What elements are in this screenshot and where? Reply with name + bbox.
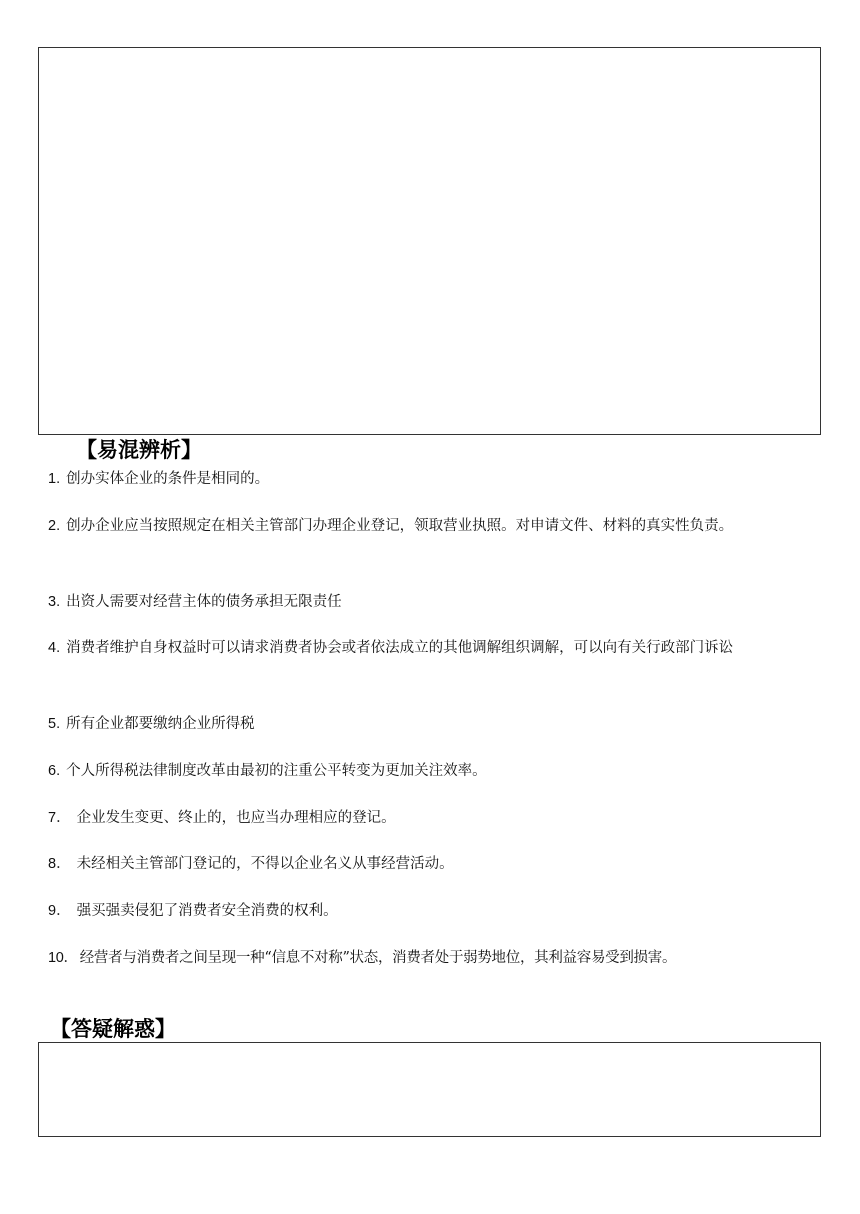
item-number: 6. [48, 763, 61, 779]
answer-box [38, 1042, 821, 1137]
item-number: 7． [48, 810, 71, 826]
item-text: 经营者与消费者之间呈现一种“信息不对称”状态，消费者处于弱势地位，其利益容易受到损害。 [79, 950, 677, 966]
list-item [48, 806, 818, 830]
list-item [48, 852, 818, 876]
item-text: 消费者维护自身权益时可以请求消费者协会或者依法成立的其他调解组织调解，可以向有关行政部门诉讼 [66, 640, 734, 656]
list-item [48, 759, 818, 783]
list-item [48, 514, 818, 538]
item-number: 10． [48, 950, 78, 966]
item-number: 4. [48, 640, 61, 656]
list-item [48, 636, 818, 660]
item-text: 强买强卖侵犯了消费者安全消费的权利。 [76, 903, 338, 919]
list-item [48, 467, 818, 491]
list-item [48, 899, 818, 923]
item-text: 所有企业都要缴纳企业所得税 [66, 716, 255, 732]
item-text: 个人所得税法律制度改革由最初的注重公平转变为更加关注效率。 [66, 763, 487, 779]
item-number: 5. [48, 716, 61, 732]
item-number: 8． [48, 856, 71, 872]
item-number: 3. [48, 594, 61, 610]
item-text: 创办企业应当按照规定在相关主管部门办理企业登记，领取营业执照。对申请文件、材料的真实性负责。 [66, 518, 734, 534]
item-text: 创办实体企业的条件是相同的。 [66, 471, 270, 487]
list-item [48, 590, 818, 614]
section-heading-qa: 【答疑解惑】 [50, 1017, 176, 1041]
top-empty-box [38, 47, 821, 435]
item-text: 出资人需要对经营主体的债务承担无限责任 [66, 594, 342, 610]
section-heading-confusion: 【易混辨析】 [76, 438, 202, 462]
item-number: 2. [48, 518, 61, 534]
list-item [48, 712, 818, 736]
item-number: 1. [48, 471, 61, 487]
item-text: 未经相关主管部门登记的，不得以企业名义从事经营活动。 [76, 856, 454, 872]
item-text: 企业发生变更、终止的，也应当办理相应的登记。 [76, 810, 396, 826]
list-item [48, 946, 818, 970]
item-number: 9． [48, 903, 71, 919]
